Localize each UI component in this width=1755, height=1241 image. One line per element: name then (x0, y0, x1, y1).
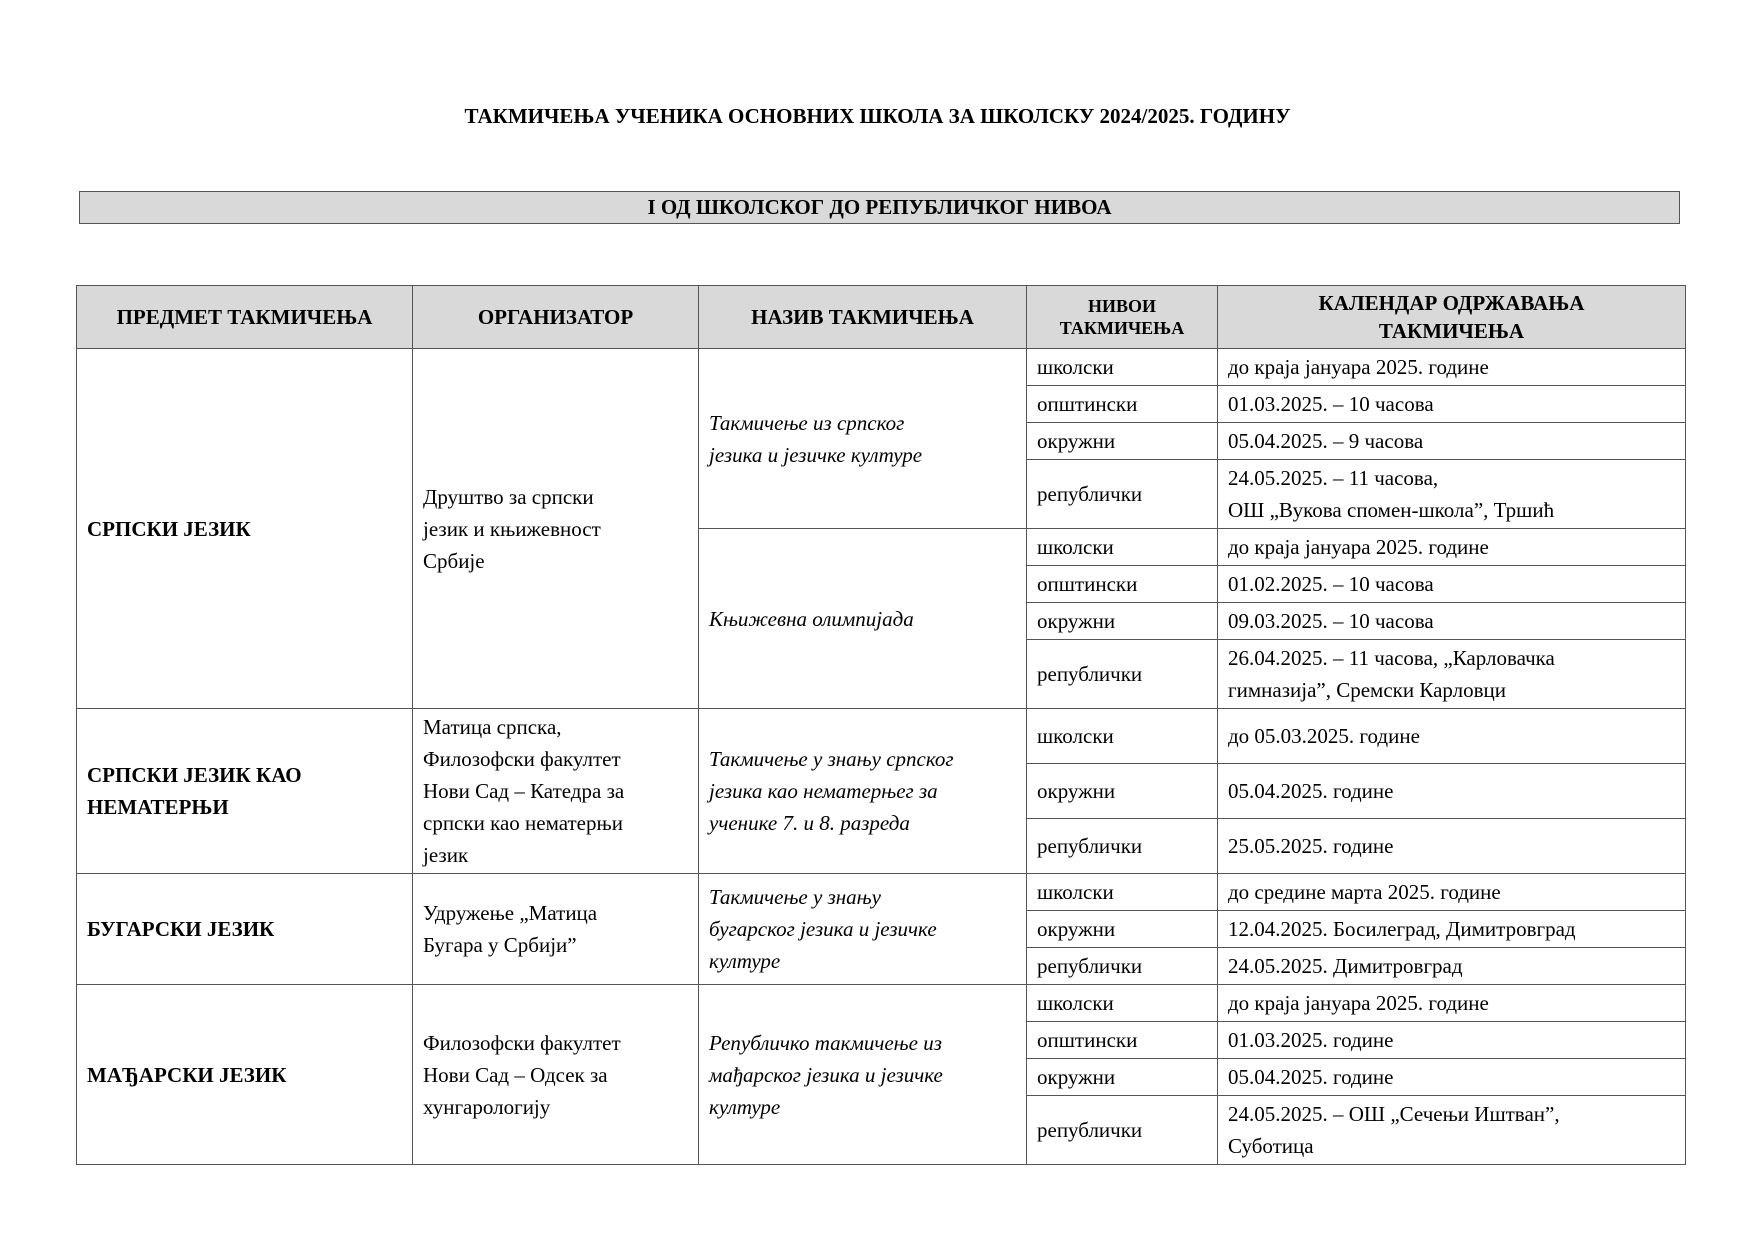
level-cell: окружни (1027, 1059, 1218, 1096)
level-cell: окружни (1027, 764, 1218, 819)
organizer-cell (413, 709, 699, 874)
level-cell: републички (1027, 460, 1218, 529)
date-cell (1218, 1022, 1686, 1059)
organizer-line: Матица српска, (423, 715, 562, 739)
level-cell: школски (1027, 529, 1218, 566)
date-cell (1218, 460, 1686, 529)
competition-name-line: културе (709, 1094, 781, 1119)
table-row (77, 874, 1686, 911)
organizer-line: Нови Сад – Одсек за (423, 1062, 608, 1087)
date-cell (1218, 349, 1686, 386)
organizer-line: Филозофски факултет (423, 747, 621, 771)
organizer-line: Србије (423, 548, 485, 573)
date-cell (1218, 529, 1686, 566)
level-cell: републички (1027, 948, 1218, 985)
date-cell (1218, 640, 1686, 709)
date-line: 01.03.2025. године (1228, 1028, 1394, 1052)
organizer-line: језик и књижевност (423, 516, 601, 541)
date-line: до средине марта 2025. године (1228, 880, 1501, 904)
organizer-cell (413, 985, 699, 1165)
date-cell (1218, 566, 1686, 603)
header-calendar-line2: ТАКМИЧЕЊА (1378, 319, 1525, 343)
date-line: Суботица (1228, 1134, 1314, 1158)
competition-name-line: Републичко такмичење из (709, 1030, 942, 1055)
header-levels-line1: НИВОИ (1087, 296, 1156, 316)
competitions-table (76, 285, 1686, 1165)
header-calendar-line1: КАЛЕНДАР ОДРЖАВАЊА (1318, 291, 1585, 315)
date-line: 05.04.2025. – 9 часова (1228, 429, 1424, 453)
header-competition: НАЗИВ ТАКМИЧЕЊА (699, 286, 1027, 349)
date-cell (1218, 764, 1686, 819)
subject-cell: МАЂАРСКИ ЈЕЗИК (77, 985, 413, 1165)
date-line: до краја јануара 2025. године (1228, 355, 1489, 379)
subject-cell: СРПСКИ ЈЕЗИК (77, 349, 413, 709)
competition-name-cell (699, 985, 1027, 1165)
level-cell: окружни (1027, 603, 1218, 640)
date-line: до 05.03.2025. године (1228, 724, 1420, 748)
date-line: 12.04.2025. Босилеград, Димитровград (1228, 917, 1576, 941)
competition-name-cell (699, 874, 1027, 985)
table-header-row (77, 286, 1686, 349)
date-line: 09.03.2025. – 10 часова (1228, 609, 1434, 633)
competition-name-line: Такмичење у знању српског (709, 747, 954, 771)
date-line: 05.04.2025. године (1228, 779, 1394, 803)
organizer-line: хунгарологију (423, 1094, 551, 1119)
organizer-line: језик (423, 843, 469, 867)
date-cell (1218, 1096, 1686, 1165)
organizer-line: Друштво за српски (423, 484, 594, 509)
date-cell (1218, 1059, 1686, 1096)
competition-name-line: културе (709, 949, 781, 973)
competition-name-line: мађарског језика и језичке (709, 1062, 943, 1087)
level-cell: школски (1027, 709, 1218, 764)
organizer-cell (413, 349, 699, 709)
competition-name-line: ученике 7. и 8. разреда (709, 811, 910, 835)
date-cell (1218, 948, 1686, 985)
date-cell (1218, 985, 1686, 1022)
table-row (77, 709, 1686, 764)
competition-name-line: Књижевна олимпијада (709, 606, 914, 631)
organizer-line: Бугара у Србији” (423, 933, 577, 957)
subject-cell: СРПСКИ ЈЕЗИК КАО НЕМАТЕРЊИ (77, 709, 413, 874)
table-body (77, 349, 1686, 1165)
date-line: до краја јануара 2025. године (1228, 535, 1489, 559)
organizer-cell (413, 874, 699, 985)
header-levels (1027, 286, 1218, 349)
date-cell (1218, 709, 1686, 764)
date-line: 26.04.2025. – 11 часова, „Карловачка (1228, 646, 1555, 670)
header-subject: ПРЕДМЕТ ТАКМИЧЕЊА (77, 286, 413, 349)
date-line: 24.05.2025. Димитровград (1228, 954, 1463, 978)
date-line: 24.05.2025. – ОШ „Сечењи Иштван”, (1228, 1102, 1560, 1126)
level-cell: републички (1027, 1096, 1218, 1165)
subject-cell: БУГАРСКИ ЈЕЗИК (77, 874, 413, 985)
header-calendar (1218, 286, 1686, 349)
competition-name-cell (699, 529, 1027, 709)
level-cell: републички (1027, 819, 1218, 874)
level-cell: окружни (1027, 911, 1218, 948)
date-line: 24.05.2025. – 11 часова, (1228, 466, 1439, 490)
level-cell: општински (1027, 1022, 1218, 1059)
date-cell (1218, 874, 1686, 911)
level-cell: школски (1027, 985, 1218, 1022)
level-cell: школски (1027, 349, 1218, 386)
section-heading: I ОД ШКОЛСКОГ ДО РЕПУБЛИЧКОГ НИВОА (79, 191, 1680, 224)
date-line: 01.03.2025. – 10 часова (1228, 392, 1434, 416)
date-cell (1218, 819, 1686, 874)
document-title: ТАКМИЧЕЊА УЧЕНИКА ОСНОВНИХ ШКОЛА ЗА ШКОЛСКУ 2024/2025. ГОДИНУ (464, 104, 1291, 128)
organizer-line: српски као нематерњи (423, 811, 623, 835)
level-cell: окружни (1027, 423, 1218, 460)
level-cell: републички (1027, 640, 1218, 709)
competition-name-line: језика као нематерњег за (709, 779, 938, 803)
organizer-line: Удружење „Матица (423, 901, 598, 925)
level-cell: школски (1027, 874, 1218, 911)
organizer-line: Филозофски факултет (423, 1030, 621, 1055)
table-row (77, 349, 1686, 386)
date-line: ОШ „Вукова спомен-школа”, Тршић (1228, 498, 1555, 522)
header-levels-line2: ТАКМИЧЕЊА (1059, 318, 1185, 338)
date-line: 25.05.2025. године (1228, 834, 1394, 858)
date-cell (1218, 423, 1686, 460)
competition-name-line: језика и језичке културе (709, 442, 923, 467)
organizer-line: Нови Сад – Катедра за (423, 779, 625, 803)
date-cell (1218, 911, 1686, 948)
table-row (77, 985, 1686, 1022)
date-line: 01.02.2025. – 10 часова (1228, 572, 1434, 596)
date-line: до краја јануара 2025. године (1228, 991, 1489, 1015)
competition-name-line: бугарског језика и језичке (709, 917, 937, 941)
level-cell: општински (1027, 566, 1218, 603)
date-line: 05.04.2025. године (1228, 1065, 1394, 1089)
competition-name-cell (699, 349, 1027, 529)
header-organizer: ОРГАНИЗАТОР (413, 286, 699, 349)
level-cell: општински (1027, 386, 1218, 423)
date-cell (1218, 603, 1686, 640)
competition-name-line: Такмичење из српског (709, 410, 905, 435)
competition-name-cell (699, 709, 1027, 874)
date-line: гимназија”, Сремски Карловци (1228, 678, 1506, 702)
competition-name-line: Такмичење у знању (709, 885, 881, 909)
date-cell (1218, 386, 1686, 423)
